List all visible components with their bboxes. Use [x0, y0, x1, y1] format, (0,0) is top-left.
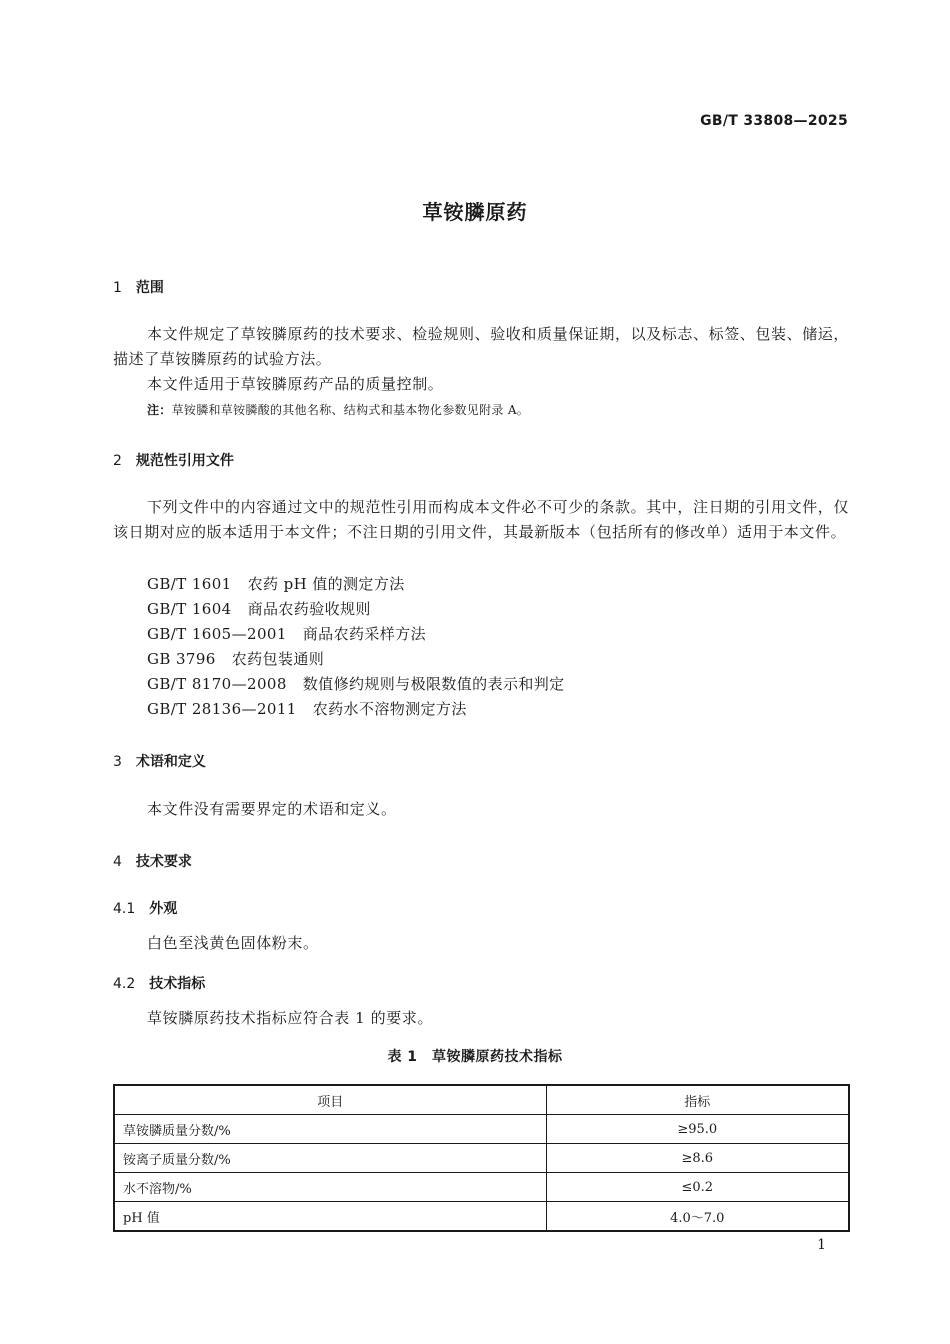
value-cell: ≥8.6: [546, 1144, 849, 1173]
table-row: [114, 1115, 849, 1144]
reference-title: 数值修约规则与极限数值的表示和判定: [302, 675, 565, 693]
section-number: 4.2: [113, 976, 136, 992]
reference-code: GB/T 1601: [147, 575, 232, 593]
section-4-heading: [113, 851, 192, 871]
section-number: 1: [113, 280, 122, 296]
table-row: [114, 1202, 849, 1232]
section-title: 外观: [149, 901, 178, 917]
standard-number: GB/T 33808—2025: [700, 113, 848, 129]
section-1-heading: [113, 277, 164, 297]
reference-item: [147, 598, 371, 619]
value-cell: ≥95.0: [546, 1115, 849, 1144]
table-row: [114, 1144, 849, 1173]
reference-code: GB/T 8170—2008: [147, 675, 287, 693]
references-paragraph: 下列文件中的内容通过文中的规范性引用而构成本文件必不可少的条款。其中，注日期的引用文件，仅该日期对应的版本适用于本文件；不注日期的引用文件，其最新版本（包括所有的修改单）适用于本文件。: [113, 498, 850, 541]
section-title: 术语和定义: [135, 754, 206, 770]
appearance-paragraph: 白色至浅黄色固体粉末。: [147, 934, 319, 952]
reference-title: 商品农药采样方法: [302, 625, 426, 643]
reference-code: GB/T 1605—2001: [147, 625, 287, 643]
table-caption: 表 1 草铵膦原药技术指标: [387, 1049, 563, 1065]
section-2-heading: [113, 450, 234, 470]
reference-code: GB/T 1604: [147, 600, 232, 618]
item-cell: 铵离子质量分数/%: [114, 1144, 546, 1173]
reference-item: [147, 573, 405, 594]
section-number: 4.1: [113, 901, 136, 917]
section-4-1-heading: [113, 898, 177, 918]
specification-table: [113, 1084, 850, 1232]
scope-paragraph-2: 本文件适用于草铵膦原药产品的质量控制。: [147, 375, 444, 393]
scope-paragraph-1: 本文件规定了草铵膦原药的技术要求、检验规则、验收和质量保证期，以及标志、标签、包装、储运，描述了草铵膦原药的试验方法。: [113, 325, 850, 368]
reference-code: GB/T 28136—2011: [147, 700, 297, 718]
reference-title: 农药水不溶物测定方法: [312, 700, 467, 718]
section-title: 技术指标: [149, 976, 206, 992]
document-title: 草铵膦原药: [422, 200, 528, 224]
reference-code: GB 3796: [147, 650, 216, 668]
value-cell: 4.0～7.0: [546, 1202, 849, 1232]
terms-paragraph: 本文件没有需要界定的术语和定义。: [147, 800, 397, 818]
section-3-heading: [113, 751, 206, 771]
section-title: 规范性引用文件: [135, 453, 234, 469]
section-title: 技术要求: [135, 854, 192, 870]
item-cell: 草铵膦质量分数/%: [114, 1115, 546, 1144]
reference-title: 农药包装通则: [231, 650, 325, 668]
reference-title: 商品农药验收规则: [247, 600, 371, 618]
section-number: 4: [113, 854, 122, 870]
reference-item: [147, 623, 426, 644]
reference-item: [147, 673, 565, 694]
scope-note: [147, 401, 529, 418]
table-row: [114, 1173, 849, 1202]
column-header-value: 指标: [546, 1085, 849, 1115]
specs-paragraph: 草铵膦原药技术指标应符合表 1 的要求。: [147, 1009, 434, 1027]
section-number: 2: [113, 453, 122, 469]
section-number: 3: [113, 754, 122, 770]
section-4-2-heading: [113, 973, 205, 993]
item-cell: 水不溶物/%: [114, 1173, 546, 1202]
column-header-item: 项目: [114, 1085, 546, 1115]
value-cell: ≤0.2: [546, 1173, 849, 1202]
section-title: 范围: [135, 280, 164, 296]
note-text: 草铵膦和草铵膦酸的其他名称、结构式和基本物化参数见附录 A。: [171, 403, 530, 417]
page-number: 1: [817, 1237, 826, 1253]
reference-item: [147, 648, 324, 669]
item-cell: pH 值: [114, 1202, 546, 1232]
reference-item: [147, 698, 467, 719]
reference-title: 农药 pH 值的测定方法: [247, 575, 405, 593]
note-label: 注：: [147, 403, 172, 417]
table-header-row: [114, 1085, 849, 1115]
